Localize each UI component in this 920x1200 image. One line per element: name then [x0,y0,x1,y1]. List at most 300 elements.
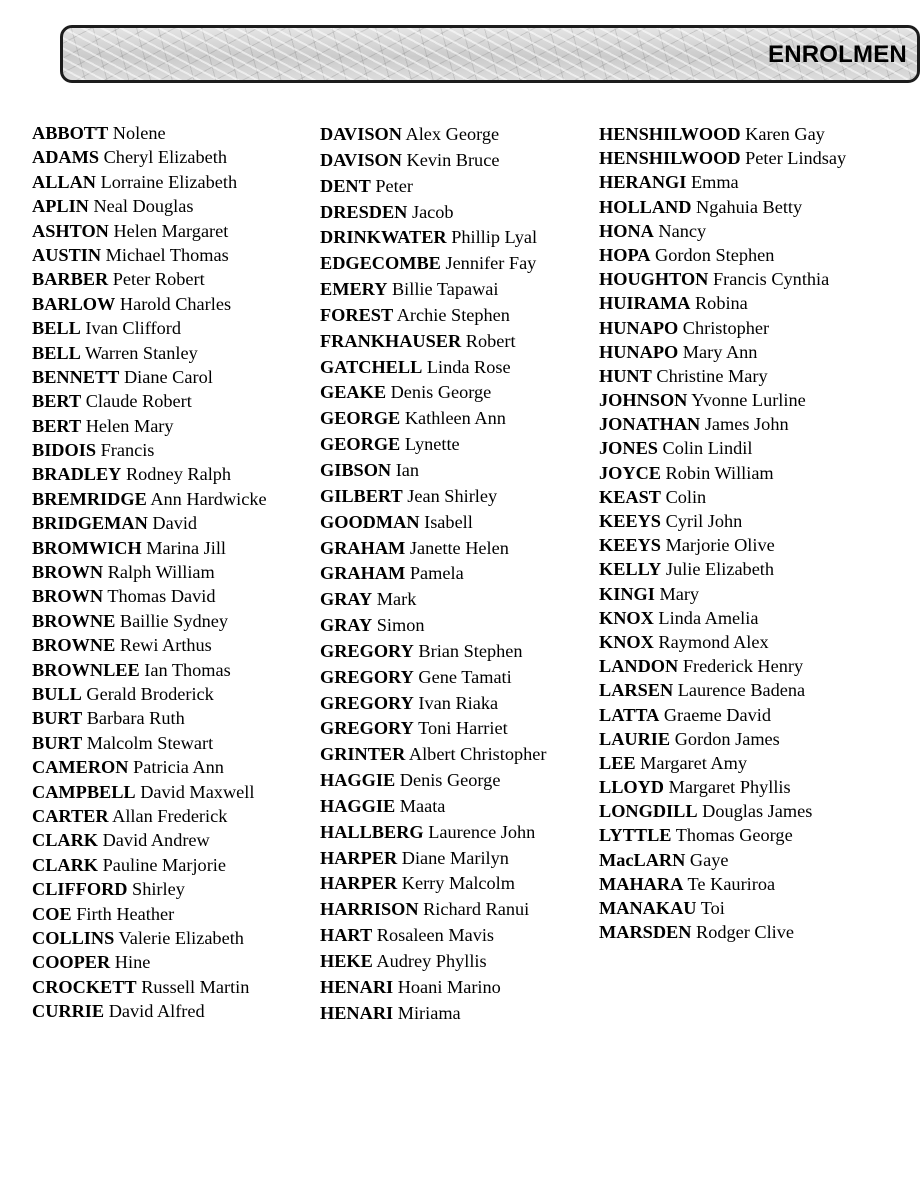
given-names: Yvonne Lurline [691,390,806,411]
surname: BROWNE [32,610,116,631]
given-names: Archie Stephen [396,304,510,325]
name-entry [599,823,846,847]
given-names: Lynette [404,434,460,455]
surname: BENNETT [32,366,120,387]
given-names: Denis George [390,382,492,403]
name-entry [32,511,267,535]
given-names: Shirley [132,879,185,900]
surname: GRAHAM [320,537,406,558]
given-names: Robina [694,293,748,314]
given-names: Isabell [424,511,473,532]
surname: GEORGE [320,434,401,455]
surname: HUNAPO [599,341,679,362]
name-entry [32,487,267,511]
given-names: Nancy [658,220,707,241]
name-entry [320,897,546,923]
given-names: Allan Frederick [112,805,228,826]
given-names: Gordon Stephen [655,244,775,265]
surname: BROWN [32,586,104,607]
given-names: Thomas David [107,586,216,607]
given-names: Marjorie Olive [665,535,775,556]
name-entry [320,975,546,1001]
name-entry [599,751,846,775]
name-entry [599,920,846,944]
surname: COE [32,903,72,924]
given-names: Ian [395,459,420,480]
name-entry [320,251,546,277]
name-entry [599,872,846,896]
surname: JONES [599,438,658,459]
surname: MAHARA [599,873,684,894]
name-entry [599,630,846,654]
name-entry [599,606,846,630]
given-names: James John [704,414,789,435]
surname: MacLARN [599,849,686,870]
surname: BRADLEY [32,464,122,485]
given-names: Te Kauriroa [687,873,776,894]
name-entry [320,561,546,587]
name-entry [599,340,846,364]
name-entry [32,975,267,999]
name-entry [320,587,546,613]
surname: LLOYD [599,777,665,798]
given-names: Richard Ranui [423,899,530,920]
given-names: Julie Elizabeth [665,559,775,580]
given-names: Linda Amelia [658,607,759,628]
given-names: Patricia Ann [133,757,224,778]
name-entry [320,148,546,174]
name-entry [599,654,846,678]
given-names: Kevin Bruce [406,149,500,170]
name-entry [32,828,267,852]
surname: LANDON [599,656,679,677]
surname: HART [320,925,373,946]
name-entry [599,509,846,533]
given-names: Francis [100,440,155,461]
surname: BARBER [32,269,109,290]
surname: GRAY [320,615,373,636]
surname: HUNT [599,365,652,386]
surname: COOPER [32,952,111,973]
surname: GRAHAM [320,563,406,584]
given-names: Claude Robert [85,391,192,412]
given-names: Lorraine Elizabeth [100,171,238,192]
name-entry [320,716,546,742]
name-entry [32,633,267,657]
surname: HOLLAND [599,196,692,217]
surname: CURRIE [32,1001,105,1022]
surname: GREGORY [320,718,414,739]
name-entry [320,200,546,226]
given-names: Billie Tapawai [391,279,499,300]
given-names: Firth Heather [76,903,175,924]
given-names: Marina Jill [146,537,226,558]
given-names: Pauline Marjorie [102,854,226,875]
name-entry [32,999,267,1023]
given-names: Maata [399,795,446,816]
name-entry [320,846,546,872]
name-entry [32,584,267,608]
surname: HOUGHTON [599,269,709,290]
given-names: Douglas James [702,801,813,822]
surname: GATCHELL [320,356,423,377]
surname: HARRISON [320,899,419,920]
surname: JONATHAN [599,414,701,435]
name-entry [32,755,267,779]
given-names: Toi [700,898,725,918]
name-entry [32,145,267,169]
given-names: David Alfred [108,1001,205,1022]
surname: LEE [599,752,636,773]
surname: GREGORY [320,666,414,687]
given-names: Kathleen Ann [404,408,506,429]
surname: HENARI [320,976,394,997]
name-entry [599,703,846,727]
given-names: Frederick Henry [682,656,804,677]
name-entry [320,639,546,665]
surname: DAVISON [320,124,402,144]
given-names: Ann Hardwicke [150,488,267,509]
surname: KEEYS [599,535,661,556]
name-entry [320,329,546,355]
name-entry [32,560,267,584]
given-names: Francis Cynthia [712,269,830,290]
surname: CAMPBELL [32,781,136,802]
name-entry [320,691,546,717]
given-names: Ralph William [107,562,215,583]
surname: BROWN [32,562,104,583]
surname: BRIDGEMAN [32,513,148,534]
name-entry [599,678,846,702]
name-entry [599,485,846,509]
surname: ABBOTT [32,123,109,143]
given-names: Gaye [689,849,729,870]
given-names: Christine Mary [656,365,768,386]
name-entry [320,871,546,897]
given-names: Linda Rose [426,356,511,377]
name-entry [599,461,846,485]
name-entry [32,780,267,804]
name-entry [599,799,846,823]
given-names: Ngahuia Betty [696,196,803,217]
surname: GREGORY [320,640,414,661]
surname: KINGI [599,583,655,604]
given-names: Laurence Badena [677,680,806,701]
given-names: Russell Martin [141,976,250,997]
given-names: David Maxwell [140,781,255,802]
given-names: Simon [376,615,425,636]
given-names: Robin William [665,462,774,483]
surname: HENARI [320,1002,394,1023]
surname: HARPER [320,873,398,894]
given-names: Jacob [411,201,454,222]
given-names: Kerry Malcolm [401,873,515,894]
name-entry [599,170,846,194]
name-entry [32,438,267,462]
name-entry [599,775,846,799]
name-entry [599,243,846,267]
name-entry [599,582,846,606]
given-names: Margaret Phyllis [668,777,791,798]
name-entry [599,848,846,872]
surname: DENT [320,175,371,196]
given-names: Rodger Clive [696,922,795,943]
surname: HAGGIE [320,795,396,816]
given-names: Alex George [405,124,500,144]
name-entry [32,365,267,389]
surname: AUSTIN [32,244,102,265]
name-entry [599,219,846,243]
name-entry [32,219,267,243]
surname: HUNAPO [599,317,679,338]
given-names: Phillip Lyal [451,227,538,248]
given-names: Margaret Amy [640,752,747,773]
name-entry [32,853,267,877]
given-names: David Andrew [102,830,210,851]
name-entry [32,292,267,316]
surname: KELLY [599,559,662,580]
name-entry [32,658,267,682]
name-entry [32,682,267,706]
given-names: Rodney Ralph [125,464,232,485]
surname: BROWNE [32,635,116,656]
surname: GEORGE [320,408,401,429]
name-entry [320,742,546,768]
surname: KEAST [599,486,661,507]
name-entry [320,923,546,949]
name-entry [32,316,267,340]
name-entry [320,355,546,381]
name-entry [599,557,846,581]
given-names: Barbara Ruth [86,708,185,729]
surname: CLARK [32,854,99,875]
surname: BELL [32,318,81,339]
name-entry [320,277,546,303]
name-entry [320,794,546,820]
name-entry [320,225,546,251]
given-names: Karen Gay [745,124,825,144]
given-names: Warren Stanley [85,342,198,363]
given-names: Ian Thomas [144,659,231,680]
surname: CLIFFORD [32,879,128,900]
given-names: Jean Shirley [407,485,498,506]
surname: BERT [32,415,82,436]
surname: GRINTER [320,744,406,765]
surname: GRAY [320,589,373,610]
surname: ALLAN [32,171,96,192]
given-names: Peter [375,175,413,196]
given-names: Nolene [112,123,166,143]
surname: CAMERON [32,757,129,778]
given-names: Ivan Clifford [85,318,181,339]
given-names: Gene Tamati [418,666,512,687]
name-entry [32,902,267,926]
given-names: Emma [690,172,739,193]
surname: BELL [32,342,81,363]
given-names: Peter Robert [112,269,205,290]
name-entry [320,613,546,639]
surname: HONA [599,220,654,241]
surname: HARPER [320,847,398,868]
given-names: Peter Lindsay [745,148,847,169]
name-entry [32,462,267,486]
name-column-2 [320,122,546,1027]
given-names: Toni Harriet [418,718,508,739]
given-names: Michael Thomas [105,244,229,265]
name-entry [599,195,846,219]
given-names: Malcolm Stewart [86,732,214,753]
given-names: Colin [665,486,707,507]
name-entry [320,432,546,458]
surname: HALLBERG [320,821,424,842]
name-entry [32,877,267,901]
surname: HAGGIE [320,770,396,791]
surname: LONGDILL [599,801,698,822]
surname: BARLOW [32,293,116,314]
surname: GIBSON [320,459,392,480]
name-entry [32,926,267,950]
surname: HUIRAMA [599,293,691,314]
given-names: Neal Douglas [93,196,194,217]
given-names: Gerald Broderick [86,683,214,704]
name-column-3 [599,122,846,944]
given-names: Christopher [682,317,770,338]
surname: HERANGI [599,172,687,193]
name-entry [32,243,267,267]
surname: BROWNLEE [32,659,140,680]
name-entry [599,727,846,751]
given-names: Thomas George [675,825,793,846]
given-names: Jennifer Fay [445,253,537,274]
surname: BURT [32,708,83,729]
surname: FOREST [320,304,394,325]
given-names: Raymond Alex [658,631,769,652]
surname: BULL [32,683,82,704]
name-entry [32,121,267,145]
surname: CARTER [32,805,109,826]
surname: CROCKETT [32,976,137,997]
surname: GILBERT [320,485,403,506]
surname: ADAMS [32,147,100,168]
given-names: David [152,513,198,534]
name-entry [599,364,846,388]
surname: BROMWICH [32,537,142,558]
name-entry [320,665,546,691]
name-entry [320,820,546,846]
given-names: Rewi Arthus [119,635,212,656]
name-entry [599,267,846,291]
given-names: Hine [114,952,151,973]
name-entry [32,389,267,413]
given-names: Cheryl Elizabeth [103,147,227,168]
given-names: Baillie Sydney [119,610,229,631]
surname: LARSEN [599,680,674,701]
name-entry [320,768,546,794]
name-entry [320,122,546,148]
given-names: Mary Ann [682,341,758,362]
surname: EMERY [320,279,388,300]
name-entry [599,122,846,146]
name-entry [599,316,846,340]
name-entry [599,533,846,557]
surname: DRINKWATER [320,227,447,248]
given-names: Audrey Phyllis [376,951,487,971]
given-names: Graeme David [663,704,771,725]
name-entry [599,146,846,170]
page-title: ENROLMEN [768,41,907,68]
given-names: Robert [465,330,516,351]
given-names: Janette Helen [409,537,509,558]
surname: ASHTON [32,220,109,241]
header-banner [60,25,920,83]
given-names: Rosaleen Mavis [376,925,495,946]
surname: LAURIE [599,728,671,749]
surname: KNOX [599,631,654,652]
given-names: Miriama [397,1002,461,1023]
given-names: Mark [376,589,417,610]
name-entry [320,510,546,536]
name-entry [320,1001,546,1027]
surname: DRESDEN [320,201,408,222]
name-entry [32,536,267,560]
name-entry [320,484,546,510]
name-entry [32,731,267,755]
surname: COLLINS [32,927,115,948]
name-entry [320,536,546,562]
name-entry [32,609,267,633]
surname: APLIN [32,196,89,217]
name-column-1 [32,121,267,1023]
surname: FRANKHAUSER [320,330,462,351]
surname: KNOX [599,607,654,628]
surname: DAVISON [320,149,402,170]
given-names: Harold Charles [119,293,232,314]
surname: GREGORY [320,692,414,713]
surname: HENSHILWOOD [599,148,741,169]
given-names: Diane Marilyn [401,847,509,868]
name-entry [32,341,267,365]
given-names: Gordon James [674,728,780,749]
surname: JOYCE [599,462,661,483]
name-entry [599,412,846,436]
name-entry [320,949,546,975]
surname: KEEYS [599,511,661,531]
surname: BERT [32,391,82,412]
surname: BURT [32,732,83,753]
given-names: Helen Mary [85,415,174,436]
given-names: Albert Christopher [408,744,547,765]
name-entry [32,414,267,438]
given-names: Brian Stephen [418,640,523,661]
name-entry [599,436,846,460]
given-names: Ivan Riaka [418,692,499,713]
surname: HENSHILWOOD [599,124,741,144]
given-names: Colin Lindil [662,438,753,459]
name-entry [320,303,546,329]
name-entry [320,406,546,432]
surname: HOPA [599,244,651,265]
surname: GEAKE [320,382,387,403]
given-names: Cyril John [665,511,743,531]
given-names: Mary [659,583,700,604]
surname: BIDOIS [32,440,97,461]
surname: JOHNSON [599,390,688,411]
name-entry [32,804,267,828]
surname: GOODMAN [320,511,420,532]
name-entry [599,896,846,920]
name-entry [32,267,267,291]
surname: LYTTLE [599,825,672,846]
